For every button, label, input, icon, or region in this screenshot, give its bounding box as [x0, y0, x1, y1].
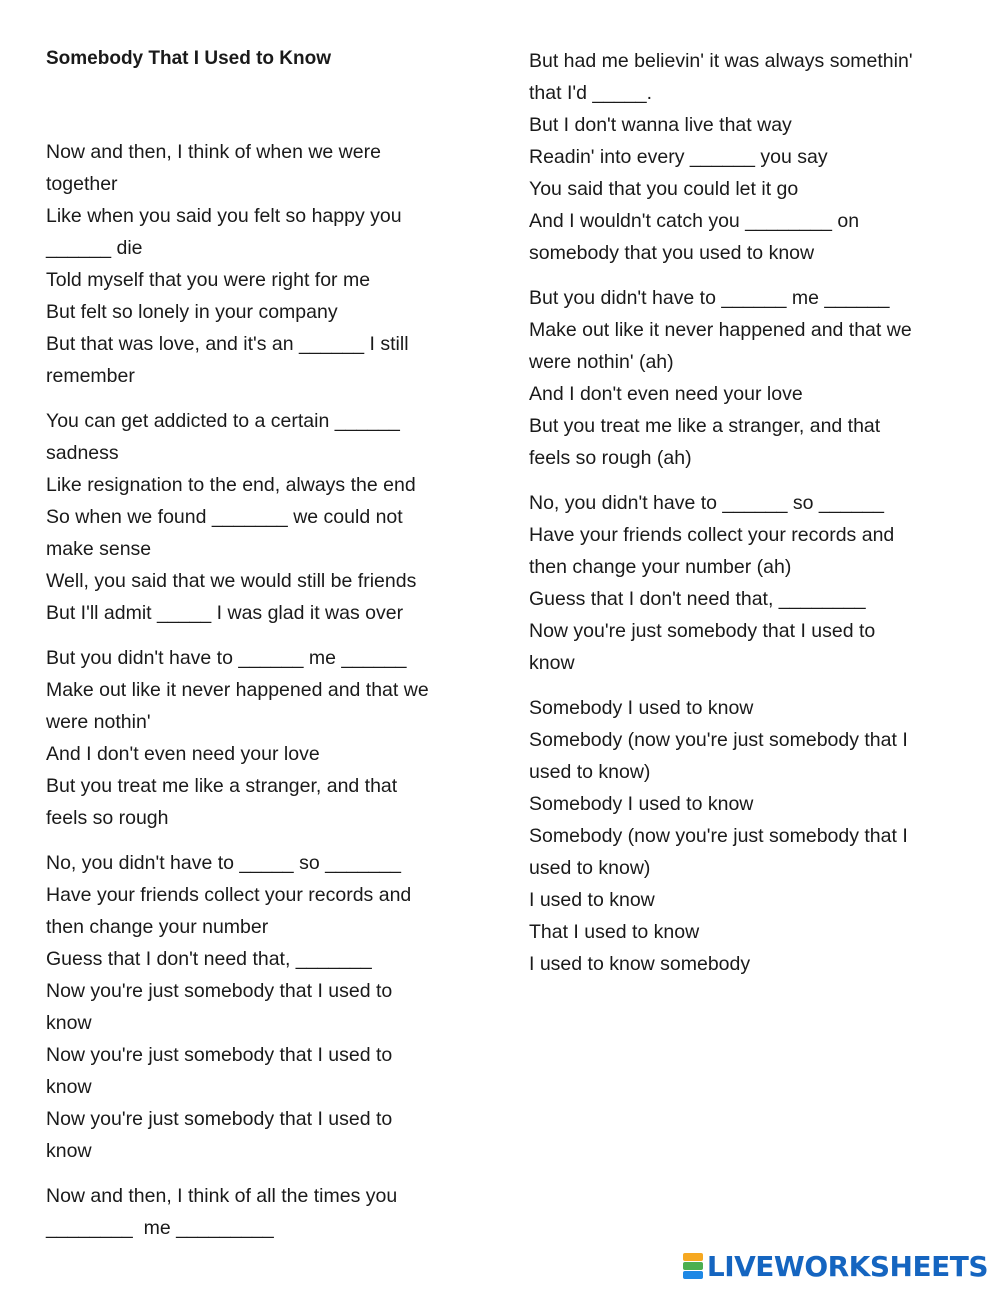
lyric-line: make sense — [46, 538, 152, 560]
lyric-line: remember — [46, 365, 135, 387]
lyric-line: Now you're just somebody that I used to — [529, 620, 876, 642]
lyric-line: Have your friends collect your records and — [46, 884, 412, 906]
lyric-line: Somebody I used to know — [529, 697, 754, 719]
lyric-line: know — [529, 652, 575, 674]
lyric-line: No, you didn't have to _____ so _______ — [46, 852, 401, 874]
lyric-line: Now you're just somebody that I used to — [46, 1108, 393, 1130]
lyric-line: But you didn't have to ______ me ______ — [46, 647, 407, 669]
lyric-line: That I used to know — [529, 921, 700, 943]
lyric-line: used to know) — [529, 761, 651, 783]
lyric-line: Somebody I used to know — [529, 793, 754, 815]
lyric-line: No, you didn't have to ______ so ______ — [529, 492, 884, 514]
lyric-line: Told myself that you were right for me — [46, 269, 371, 291]
lyric-line: ________ me _________ — [46, 1217, 274, 1239]
lyric-line: together — [46, 173, 118, 195]
lyric-line: feels so rough (ah) — [529, 447, 692, 469]
logo-mark-block-2 — [683, 1262, 703, 1270]
lyric-line: Guess that I don't need that, _______ — [46, 948, 372, 970]
lyric-line: But you didn't have to ______ me ______ — [529, 287, 890, 309]
lyric-line: But you treat me like a stranger, and that — [529, 415, 881, 437]
lyric-line: Have your friends collect your records and — [529, 524, 895, 546]
lyric-line: Make out like it never happened and that we — [529, 319, 912, 341]
lyric-line: You said that you could let it go — [529, 178, 799, 200]
liveworksheets-logo-icon — [683, 1253, 703, 1279]
lyric-line: Make out like it never happened and that we — [46, 679, 429, 701]
stanza — [46, 1180, 476, 1244]
lyric-line: Now you're just somebody that I used to — [46, 1044, 393, 1066]
lyric-line: I used to know somebody — [529, 953, 751, 975]
lyric-line: And I don't even need your love — [529, 383, 803, 405]
worksheet-title: Somebody That I Used to Know — [46, 48, 332, 69]
lyric-line: And I don't even need your love — [46, 743, 320, 765]
lyric-line: used to know) — [529, 857, 651, 879]
lyric-line: then change your number — [46, 916, 269, 938]
lyric-line: But that was love, and it's an ______ I still — [46, 333, 409, 355]
lyric-line: Like resignation to the end, always the end — [46, 474, 416, 496]
liveworksheets-logo[interactable] — [683, 1250, 988, 1282]
lyric-line: somebody that you used to know — [529, 242, 815, 264]
logo-wordmark: LIVEWORKSHEETS — [706, 1249, 988, 1283]
logo-mark-block-3 — [683, 1271, 703, 1279]
lyric-line: that I'd _____. — [529, 82, 652, 104]
stanza — [46, 642, 476, 834]
stanza — [46, 405, 476, 629]
lyric-line: know — [46, 1076, 92, 1098]
logo-mark-block-1 — [683, 1253, 703, 1261]
lyric-line: Guess that I don't need that, ________ — [529, 588, 866, 610]
lyric-line: Somebody (now you're just somebody that I — [529, 729, 908, 751]
stanza — [529, 45, 959, 269]
lyric-line: But I'll admit _____ I was glad it was over — [46, 602, 404, 624]
stanza — [46, 136, 476, 392]
lyric-line: then change your number (ah) — [529, 556, 792, 578]
lyric-line: But had me believin' it was always somethin' — [529, 50, 913, 72]
lyric-line: But I don't wanna live that way — [529, 114, 792, 136]
lyric-line: Like when you said you felt so happy you — [46, 205, 402, 227]
lyric-line: know — [46, 1140, 92, 1162]
lyric-line: But you treat me like a stranger, and that — [46, 775, 398, 797]
lyric-line: ______ die — [46, 237, 143, 259]
lyric-line: were nothin' (ah) — [529, 351, 674, 373]
lyric-line: were nothin' — [46, 711, 151, 733]
lyric-line: Somebody (now you're just somebody that I — [529, 825, 908, 847]
stanza — [529, 487, 959, 679]
lyric-line: know — [46, 1012, 92, 1034]
lyric-line: But felt so lonely in your company — [46, 301, 338, 323]
lyric-line: I used to know — [529, 889, 655, 911]
stanza — [46, 847, 476, 1167]
lyrics-right-column — [529, 45, 959, 993]
stanza — [529, 692, 959, 980]
lyric-line: Readin' into every ______ you say — [529, 146, 828, 168]
lyric-line: feels so rough — [46, 807, 169, 829]
lyric-line: Now you're just somebody that I used to — [46, 980, 393, 1002]
lyric-line: So when we found _______ we could not — [46, 506, 403, 528]
lyrics-left-column — [46, 136, 476, 1257]
lyric-line: Well, you said that we would still be friends — [46, 570, 417, 592]
lyric-line: You can get addicted to a certain ______ — [46, 410, 400, 432]
lyric-line: Now and then, I think of when we were — [46, 141, 381, 163]
lyric-line: sadness — [46, 442, 119, 464]
lyric-line: Now and then, I think of all the times you — [46, 1185, 398, 1207]
stanza — [529, 282, 959, 474]
lyric-line: And I wouldn't catch you ________ on — [529, 210, 860, 232]
